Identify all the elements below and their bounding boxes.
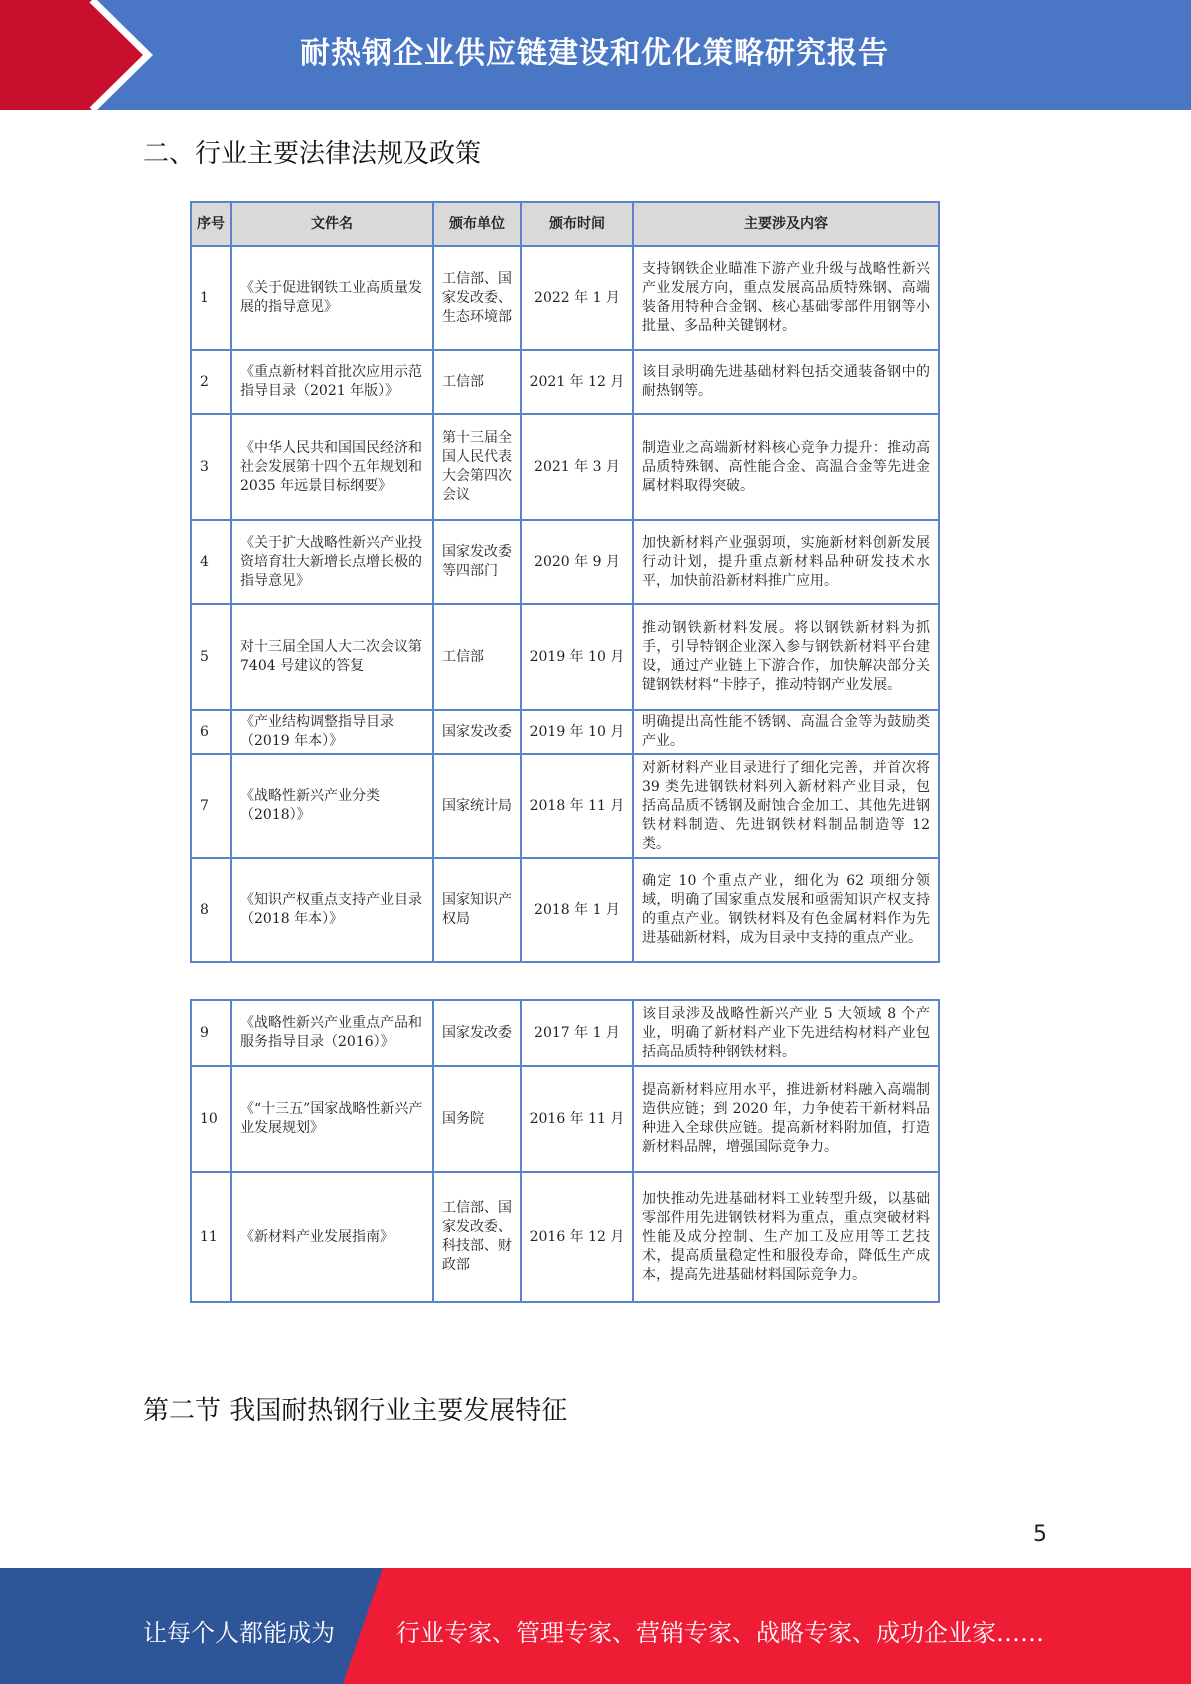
row-org: 国家发改委 bbox=[433, 1000, 521, 1066]
row-doc-name: 对十三届全国人大二次会议第 7404 号建议的答复 bbox=[231, 604, 433, 710]
col-header-no: 序号 bbox=[191, 202, 231, 246]
row-content: 明确提出高性能不锈钢、高温合金等为鼓励类产业。 bbox=[633, 710, 939, 754]
row-org: 国家统计局 bbox=[433, 754, 521, 858]
table-header-row bbox=[191, 202, 939, 246]
table-row bbox=[191, 1066, 939, 1172]
row-doc-name: 《战略性新兴产业分类（2018）》 bbox=[231, 754, 433, 858]
row-content: 加快推动先进基础材料工业转型升级，以基础零部件用先进钢铁材料为重点，重点突破材料性能及成分控制、生产加工及应用等工艺技术，提高质量稳定性和服役寿命，降低生产成本，提高先进基础材料国际竞争力。 bbox=[633, 1172, 939, 1302]
row-doc-name: 《重点新材料首批次应用示范指导目录（2021 年版）》 bbox=[231, 350, 433, 414]
table-row bbox=[191, 414, 939, 520]
row-date: 2018 年 1 月 bbox=[521, 858, 633, 962]
row-date: 2019 年 10 月 bbox=[521, 710, 633, 754]
row-org: 国务院 bbox=[433, 1066, 521, 1172]
table-row bbox=[191, 604, 939, 710]
row-org: 工信部、国家发改委、科技部、财政部 bbox=[433, 1172, 521, 1302]
row-content: 确定 10 个重点产业，细化为 62 项细分领域，明确了国家重点发展和亟需知识产权支持的重点产业。钢铁材料及有色金属材料作为先进基础新材料，成为目录中支持的重点产业。 bbox=[633, 858, 939, 962]
row-date: 2020 年 9 月 bbox=[521, 520, 633, 604]
row-date: 2017 年 1 月 bbox=[521, 1000, 633, 1066]
policy-table-part1 bbox=[190, 201, 940, 963]
row-org: 第十三届全国人民代表大会第四次会议 bbox=[433, 414, 521, 520]
row-content: 该目录涉及战略性新兴产业 5 大领域 8 个产业，明确了新材料产业下先进结构材料产业包括高品质特种钢铁材料。 bbox=[633, 1000, 939, 1066]
row-doc-name: 《关于促进钢铁工业高质量发展的指导意见》 bbox=[231, 246, 433, 350]
row-date: 2018 年 11 月 bbox=[521, 754, 633, 858]
row-content: 制造业之高端新材料核心竞争力提升：推动高品质特殊钢、高性能合金、高温合金等先进金属材料取得突破。 bbox=[633, 414, 939, 520]
row-no: 7 bbox=[191, 754, 231, 858]
row-org: 工信部 bbox=[433, 604, 521, 710]
header-arrow-graphic bbox=[0, 0, 160, 110]
row-org: 工信部、国家发改委、生态环境部 bbox=[433, 246, 521, 350]
row-no: 8 bbox=[191, 858, 231, 962]
row-content: 该目录明确先进基础材料包括交通装备钢中的耐热钢等。 bbox=[633, 350, 939, 414]
table-row bbox=[191, 754, 939, 858]
row-no: 4 bbox=[191, 520, 231, 604]
section-heading-characteristics: 第二节 我国耐热钢行业主要发展特征 bbox=[143, 1396, 568, 1426]
page-number: 5 bbox=[1033, 1522, 1047, 1547]
row-no: 3 bbox=[191, 414, 231, 520]
row-doc-name: 《“十三五”国家战略性新兴产业发展规划》 bbox=[231, 1066, 433, 1172]
row-org: 工信部 bbox=[433, 350, 521, 414]
row-date: 2016 年 11 月 bbox=[521, 1066, 633, 1172]
row-content: 对新材料产业目录进行了细化完善，并首次将 39 类先进钢铁材料列入新材料产业目录，包括高品质不锈钢及耐蚀合金加工、其他先进钢铁材料制造、先进钢铁材料制品制造等 12 类。 bbox=[633, 754, 939, 858]
section-heading-laws: 二、行业主要法律法规及政策 bbox=[143, 139, 482, 169]
table-row bbox=[191, 246, 939, 350]
row-no: 1 bbox=[191, 246, 231, 350]
report-title: 耐热钢企业供应链建设和优化策略研究报告 bbox=[300, 36, 889, 71]
row-content: 提高新材料应用水平，推进新材料融入高端制造供应链；到 2020 年，力争使若干新材料品种进入全球供应链。提高新材料附加值，打造新材料品牌，增强国际竞争力。 bbox=[633, 1066, 939, 1172]
table-row bbox=[191, 858, 939, 962]
table-row bbox=[191, 710, 939, 754]
footer-slogan-right: 行业专家、管理专家、营销专家、战略专家、成功企业家…… bbox=[396, 1619, 1044, 1647]
row-date: 2021 年 12 月 bbox=[521, 350, 633, 414]
policy-table-part2 bbox=[190, 999, 940, 1303]
col-header-org: 颁布单位 bbox=[433, 202, 521, 246]
report-footer bbox=[0, 1568, 1191, 1684]
row-doc-name: 《新材料产业发展指南》 bbox=[231, 1172, 433, 1302]
col-header-content: 主要涉及内容 bbox=[633, 202, 939, 246]
row-content: 支持钢铁企业瞄准下游产业升级与战略性新兴产业发展方向，重点发展高品质特殊钢、高端装备用特种合金钢、核心基础零部件用钢等小批量、多品种关键钢材。 bbox=[633, 246, 939, 350]
row-no: 9 bbox=[191, 1000, 231, 1066]
col-header-name: 文件名 bbox=[231, 202, 433, 246]
row-no: 11 bbox=[191, 1172, 231, 1302]
row-content: 加快新材料产业强弱项，实施新材料创新发展行动计划，提升重点新材料品种研发技术水平，加快前沿新材料推广应用。 bbox=[633, 520, 939, 604]
row-doc-name: 《战略性新兴产业重点产品和服务指导目录（2016）》 bbox=[231, 1000, 433, 1066]
row-doc-name: 《中华人民共和国国民经济和社会发展第十四个五年规划和 2035 年远景目标纲要》 bbox=[231, 414, 433, 520]
row-org: 国家发改委 bbox=[433, 710, 521, 754]
row-org: 国家发改委等四部门 bbox=[433, 520, 521, 604]
row-date: 2019 年 10 月 bbox=[521, 604, 633, 710]
report-header bbox=[0, 0, 1191, 110]
table-row bbox=[191, 350, 939, 414]
row-doc-name: 《关于扩大战略性新兴产业投资培育壮大新增长点增长极的指导意见》 bbox=[231, 520, 433, 604]
row-content: 推动钢铁新材料发展。将以钢铁新材料为抓手，引导特钢企业深入参与钢铁新材料平台建设，通过产业链上下游合作，加快解决部分关键钢铁材料“卡脖子，推动特钢产业发展。 bbox=[633, 604, 939, 710]
row-no: 2 bbox=[191, 350, 231, 414]
table-row bbox=[191, 1000, 939, 1066]
row-date: 2022 年 1 月 bbox=[521, 246, 633, 350]
row-doc-name: 《知识产权重点支持产业目录（2018 年本）》 bbox=[231, 858, 433, 962]
row-date: 2016 年 12 月 bbox=[521, 1172, 633, 1302]
footer-slogan-left: 让每个人都能成为 bbox=[143, 1619, 335, 1647]
row-no: 10 bbox=[191, 1066, 231, 1172]
row-org: 国家知识产权局 bbox=[433, 858, 521, 962]
row-no: 6 bbox=[191, 710, 231, 754]
row-doc-name: 《产业结构调整指导目录（2019 年本）》 bbox=[231, 710, 433, 754]
col-header-date: 颁布时间 bbox=[521, 202, 633, 246]
row-no: 5 bbox=[191, 604, 231, 710]
table-row bbox=[191, 1172, 939, 1302]
row-date: 2021 年 3 月 bbox=[521, 414, 633, 520]
table-row bbox=[191, 520, 939, 604]
